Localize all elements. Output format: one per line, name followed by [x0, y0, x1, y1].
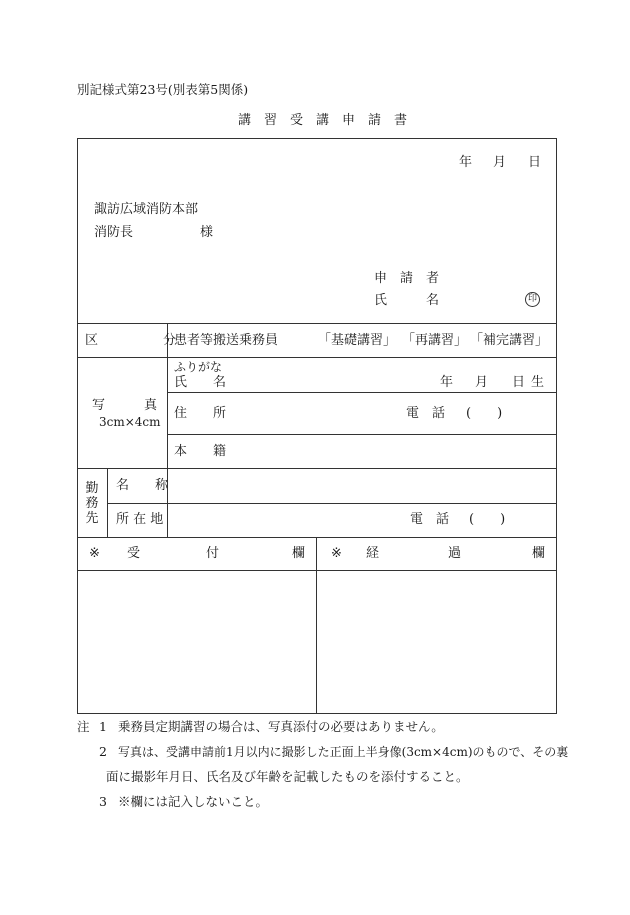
reception-mark: ※: [89, 546, 100, 561]
photo-label: 写 真: [92, 398, 158, 413]
workplace-name-label: 名 称: [116, 478, 169, 493]
category-option-basic: 「基礎講習」: [318, 333, 397, 348]
progress-char-3: 欄: [532, 546, 546, 561]
category-field: 患者等搬送乗務員: [174, 333, 279, 348]
workplace-location-label: 所 在 地: [116, 512, 164, 527]
progress-char-1: 経: [366, 546, 380, 561]
workplace-label: 勤務先: [85, 481, 99, 526]
domicile-label: 本 籍: [174, 444, 227, 459]
divider: [107, 503, 557, 504]
note-2-number: 2: [99, 744, 107, 759]
divider: [77, 468, 557, 469]
note-2-text-line-2: 面に撮影年月日、氏名及び年齢を記載したものを添付すること。: [106, 769, 469, 784]
category-option-re: 「再講習」: [402, 333, 468, 348]
addressee-chief: 消防長: [94, 225, 134, 240]
category-label: 区 分: [85, 333, 177, 348]
date-year: 年: [459, 155, 473, 170]
date-month: 月: [493, 155, 507, 170]
name-label: 氏 名: [174, 375, 227, 390]
note-2-text-line-1: 写真は、受講申請前1月以内に撮影した正面上半身像(3cm×4cm)のもので、その裏: [118, 745, 569, 759]
applicant-name-label: 氏 名: [374, 293, 440, 308]
addressee-org: 諏訪広域消防本部: [94, 202, 199, 217]
address-label: 住 所: [174, 406, 227, 421]
divider: [107, 468, 108, 537]
category-option-supplementary: 「補完講習」: [470, 333, 549, 348]
workplace-phone-label: 電 話: [410, 512, 450, 527]
progress-mark: ※: [331, 546, 342, 561]
divider: [77, 323, 557, 324]
furigana-label: ふりがな: [174, 360, 223, 374]
date-day: 日: [528, 155, 542, 170]
divider: [77, 357, 557, 358]
birth-day: 日: [512, 375, 526, 390]
divider: [77, 537, 557, 538]
note-1-text: 乗務員定期講習の場合は、写真添付の必要はありません。: [118, 719, 444, 734]
reception-char-1: 受: [127, 546, 141, 561]
addressee-honorific: 様: [200, 225, 214, 240]
birth-month: 月: [475, 375, 489, 390]
reception-char-3: 欄: [292, 546, 306, 561]
birth-suffix: 生: [531, 375, 545, 390]
note-1-number: 1: [99, 719, 107, 734]
applicant-label: 申 請 者: [374, 271, 440, 286]
divider: [77, 570, 557, 571]
divider: [167, 434, 557, 435]
divider: [167, 392, 557, 393]
seal-mark: 印: [525, 292, 540, 307]
divider: [316, 537, 317, 714]
notes-prefix: 注: [77, 719, 90, 734]
progress-char-2: 過: [448, 546, 462, 561]
photo-size: 3cm×4cm: [99, 415, 161, 429]
birth-year: 年: [440, 375, 454, 390]
address-phone-label: 電 話: [406, 406, 446, 421]
workplace-phone-paren: ( ): [469, 512, 506, 527]
reception-char-2: 付: [206, 546, 220, 561]
divider: [167, 323, 168, 537]
address-phone-paren: ( ): [466, 406, 503, 421]
form-title: 講 習 受 講 申 請 書: [238, 113, 408, 128]
note-3-text: ※欄には記入しないこと。: [118, 794, 269, 809]
form-id: 別記様式第23号(別表第5関係): [77, 82, 249, 97]
note-3-number: 3: [99, 794, 107, 809]
